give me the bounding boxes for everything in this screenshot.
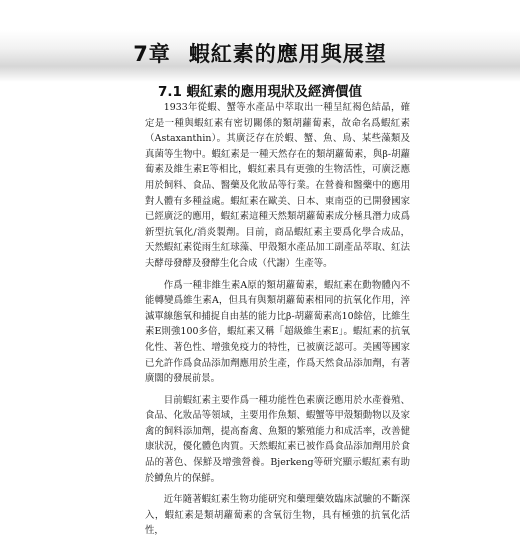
paragraph: 1933年從蝦、蟹等水產品中萃取出一種呈紅褐色結晶，確定是一種與蝦紅素有密切關係的類胡蘿蔔素，故命名爲蝦紅素（Astaxanthin）。其廣泛存在於蝦、蟹、魚、鳥、某些藻類及真菌等生物中。蝦紅素是一種天然存在的類胡蘿蔔素，與β-胡蘿蔔素及維生素E等相比，蝦紅素具有更強的生物活性，可廣泛應用於飼料、食品、醫藥及化妝品等行業。在營養和醫藥中的應用對人體有多種益處。蝦紅素在歐美、日本、東南亞的已開發國家已經廣泛的應用，蝦紅素這種天然類胡蘿蔔素成分極具潛力成爲新型抗氧化/消炎製劑。目前，商品蝦紅素主要爲化學合成品，天然蝦紅素從雨生紅球藻、甲殼類水產品加工副產品萃取、紅法夫酵母發酵及發酵生化合成（代謝）生產等。 — [145, 102, 410, 269]
body-text — [145, 100, 410, 545]
paragraph: 目前蝦紅素主要作爲一種功能性色素廣泛應用於水產養殖、食品、化妝品等領域，主要用作魚類、蝦蟹等甲殼類動物以及家禽的飼料添加劑，提高畜禽、魚類的繁殖能力和成活率，改善健康狀況，優化體色肉質。天然蝦紅素已被作爲食品添加劑用於食品的著色、保鮮及增強營養。Bjerkeng等研究顯示蝦紅素有助於鱒魚片的保鮮。 — [145, 394, 410, 484]
section-title: 7.1 蝦紅素的應用現狀及經濟價值 — [157, 84, 363, 100]
paragraph: 作爲一種非維生素A原的類胡蘿蔔素，蝦紅素在動物體內不能轉變爲維生素A，但具有與類胡蘿蔔素相同的抗氧化作用，淬滅單線態氧和捕捉自由基的能力比β-胡蘿蔔素高10餘倍，比維生素E則強100多倍，蝦紅素又稱「超級維生素E」。蝦紅素的抗氧化性、著色性、增強免疫力的特性，已被廣泛認可。美國等國家已允許作爲食品添加劑應用於生產，作爲天然食品添加劑，有著廣闊的發展前景。 — [145, 279, 410, 385]
chapter-title-text: 蝦紅素的應用與展望 — [188, 42, 387, 66]
paragraph: 近年隨著蝦紅素生物功能研究和藥理藥效臨床試驗的不斷深入，蝦紅素是類胡蘿蔔素的含氧衍生物，具有極強的抗氧化活性， — [145, 494, 410, 537]
chapter-title — [0, 38, 520, 68]
chapter-number: 7章 — [133, 42, 171, 66]
